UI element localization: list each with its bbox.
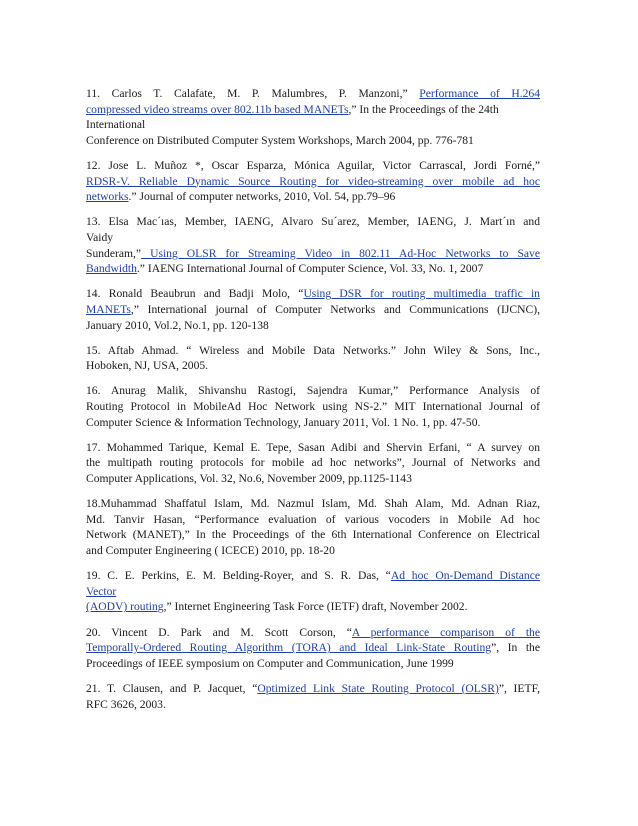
reference-text: 13. Elsa Mac´ıas, Member, IAENG, Alvaro Su´arez, Member, IAENG, J. Mart´ın and	[86, 215, 540, 229]
reference-text: the multipath routing protocols for mobile ad hoc networks”, Journal of Networks and	[86, 456, 540, 470]
reference-link[interactable]: Using OLSR for Streaming Video in 802.11 Ad-Hoc Networks to Save	[141, 246, 540, 260]
reference-link[interactable]: A performance comparison of the	[351, 625, 540, 639]
reference-line	[86, 625, 540, 641]
reference-line	[86, 415, 540, 431]
reference-line	[86, 543, 540, 559]
reference-line	[86, 455, 540, 471]
reference-link[interactable]: (AODV) routing	[86, 600, 164, 614]
reference-link[interactable]: Using DSR for routing multimedia traffic in	[303, 287, 540, 301]
reference-line	[86, 158, 540, 174]
reference-text: 15. Aftab Ahmad. “ Wireless and Mobile Data Networks.” John Wiley & Sons, Inc.,	[86, 343, 540, 357]
reference-link[interactable]: Performance of H.264	[419, 87, 541, 100]
reference-link[interactable]: RDSR-V. Reliable Dynamic Source Routing for video-streaming over mobile ad hoc	[86, 174, 540, 188]
reference-text: Routing Protocol in MobileAd Hoc Network using NS-2.” MIT International Journal of	[86, 400, 540, 414]
reference-text: 19. C. E. Perkins, E. M. Belding-Royer, and S. R. Das, “	[86, 569, 391, 583]
reference-link[interactable]: compressed video streams over 802.11b based MANETs	[86, 102, 349, 116]
reference-21	[86, 681, 540, 712]
reference-text: .” Journal of computer networks, 2010, Vol. 54, pp.79–96	[128, 190, 396, 204]
reference-link[interactable]: Optimized Link State Routing Protocol (OLSR)	[257, 681, 499, 695]
reference-text: 20. Vincent D. Park and M. Scott Corson, “	[86, 625, 352, 639]
reference-line	[86, 302, 540, 318]
reference-line	[86, 697, 540, 713]
reference-line	[86, 86, 540, 102]
reference-line	[86, 102, 540, 118]
reference-link[interactable]: Bandwidth	[86, 262, 137, 276]
reference-line	[86, 189, 540, 205]
reference-18	[86, 496, 540, 558]
reference-text: Md. Tanvir Hasan, “Performance evaluation of various vocoders in Mobile Ad hoc	[86, 512, 540, 526]
reference-line	[86, 399, 540, 415]
reference-line	[86, 471, 540, 487]
reference-line	[86, 656, 540, 672]
reference-line	[86, 133, 540, 149]
reference-text: Vaidy	[86, 230, 114, 244]
reference-text: Conference on Distributed Computer System Workshops, March 2004, pp. 776-781	[86, 133, 474, 147]
reference-line	[86, 117, 540, 133]
reference-text: ,” International journal of Computer Networks and Communications (IJCNC),	[130, 302, 540, 316]
reference-line	[86, 230, 540, 246]
reference-line	[86, 440, 540, 456]
reference-19	[86, 568, 540, 615]
reference-text: Proceedings of IEEE symposium on Computer and Communication, June 1999	[86, 656, 454, 670]
reference-line	[86, 681, 540, 697]
reference-text: ,” Internet Engineering Task Force (IETF) draft, November 2002.	[163, 600, 468, 614]
reference-text: January 2010, Vol.2, No.1, pp. 120-138	[86, 318, 269, 332]
reference-line	[86, 318, 540, 334]
reference-text: 17. Mohammed Tarique, Kemal E. Tepe, Sasan Adibi and Shervin Erfani, “ A survey on	[86, 440, 540, 454]
reference-text: ”, In the	[491, 641, 541, 655]
reference-text: RFC 3626, 2003.	[86, 697, 166, 711]
reference-line	[86, 527, 540, 543]
reference-line	[86, 599, 540, 615]
reference-line	[86, 496, 540, 512]
reference-17	[86, 440, 540, 487]
reference-text: Sunderam,”	[86, 246, 142, 260]
reference-13	[86, 214, 540, 276]
reference-line	[86, 584, 540, 600]
reference-text: 14. Ronald Beaubrun and Badji Molo, “	[86, 287, 304, 301]
reference-text: Computer Science & Information Technology, January 2011, Vol. 1 No. 1, pp. 47-50.	[86, 415, 481, 429]
reference-16	[86, 383, 540, 430]
reference-line	[86, 512, 540, 528]
reference-link[interactable]: Vector	[86, 584, 117, 598]
reference-line	[86, 261, 540, 277]
reference-line	[86, 358, 540, 374]
reference-line	[86, 343, 540, 359]
reference-text: 21. T. Clausen, and P. Jacquet, “	[86, 681, 258, 695]
reference-text: 16. Anurag Malik, Shivanshu Rastogi, Sajendra Kumar,” Performance Analysis of	[86, 384, 540, 398]
reference-text: Hoboken, NJ, USA, 2005.	[86, 359, 209, 373]
reference-line	[86, 383, 540, 399]
reference-link[interactable]: Temporally-Ordered Routing Algorithm (TORA) and Ideal Link-State Routing	[86, 641, 492, 655]
reference-text: 11. Carlos T. Calafate, M. P. Malumbres, P. Manzoni,”	[86, 87, 420, 100]
reference-link[interactable]: MANETs	[86, 302, 131, 316]
reference-text: International	[86, 118, 146, 132]
reference-text: 18.Muhammad Shaffatul Islam, Md. Nazmul Islam, Md. Shah Alam, Md. Adnan Riaz,	[86, 497, 540, 511]
reference-text: ”, IETF,	[498, 681, 540, 695]
reference-12	[86, 158, 540, 205]
reference-link[interactable]: Ad hoc On-Demand Distance	[390, 569, 540, 583]
reference-text: 12. Jose L. Muñoz *, Oscar Esparza, Mónica Aguilar, Victor Carrascal, Jordi Forné,”	[86, 158, 540, 172]
reference-20	[86, 625, 540, 672]
reference-line	[86, 246, 540, 262]
reference-text: Network (MANET),” In the Proceedings of the 6th International Conference on Electrical	[86, 528, 540, 542]
reference-15	[86, 343, 540, 374]
reference-14	[86, 286, 540, 333]
reference-text: Computer Applications, Vol. 32, No.6, November 2009, pp.1125-1143	[86, 472, 412, 486]
reference-11	[86, 86, 540, 148]
reference-text: and Computer Engineering ( ICECE) 2010, pp. 18-20	[86, 544, 335, 557]
reference-line	[86, 640, 540, 656]
reference-text: ,” In the Proceedings of the 24th	[348, 102, 499, 116]
reference-list	[86, 86, 540, 722]
reference-line	[86, 568, 540, 584]
reference-text: .” IAENG International Journal of Computer Science, Vol. 33, No. 1, 2007	[136, 262, 484, 276]
reference-line	[86, 214, 540, 230]
reference-link[interactable]: networks	[86, 190, 129, 204]
reference-line	[86, 286, 540, 302]
reference-line	[86, 174, 540, 190]
